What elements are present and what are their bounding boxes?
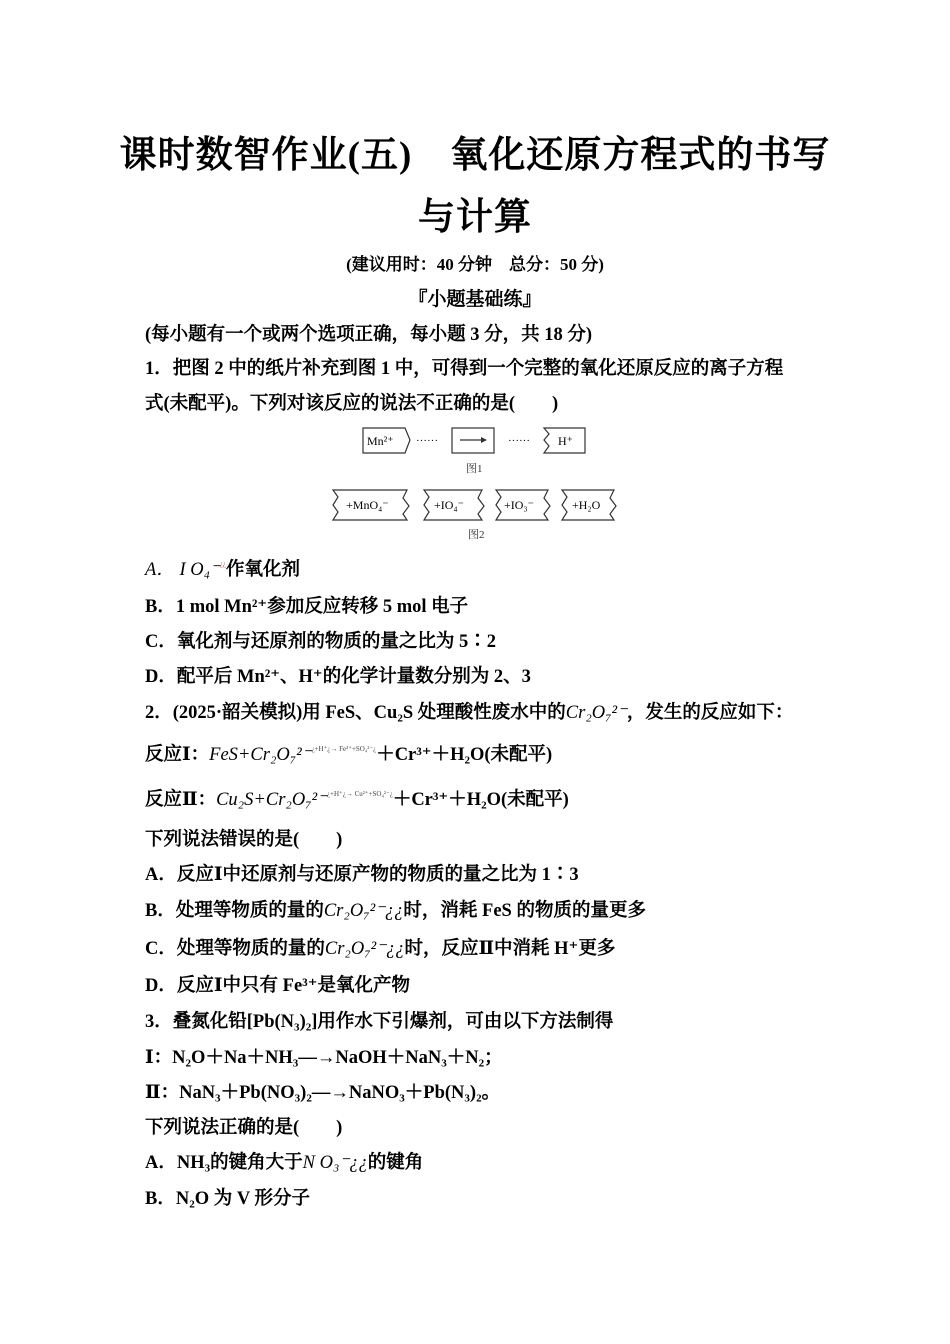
q2-stem (145, 698, 793, 724)
q2-stem-formula: Cr₂O₇²⁻ (565, 703, 627, 723)
q2-r1-label: 反应Ⅰ： (145, 745, 210, 765)
q1-stem-line1: 1．把图 2 中的纸片补充到图 1 中，可得到一个完整的氧化还原反应的离子方程 (145, 359, 784, 379)
q2-r2-formula: Cu₂S+Cr₂O₇²⁻ (216, 790, 327, 810)
q1-figure (330, 420, 620, 545)
q2-b-formula: Cr₂O₇²⁻¿¿ (323, 901, 404, 921)
q2-c-formula: Cr₂O₇²⁻¿¿ (324, 939, 405, 959)
q1-option-b: B．1 mol Mn²⁺参加反应转移 5 mol 电子 (145, 597, 469, 617)
q2-reaction-1 (145, 740, 552, 766)
time-score-note: (建议用时：40 分钟 总分：50 分) (346, 255, 604, 274)
section-heading: 『小题基础练』 (408, 289, 542, 310)
q2-r2-tiny: ¿+H⁺¿→ Cu²⁺+SO₄²⁻¿ (326, 790, 393, 798)
fig1-dots-left: ······ (416, 435, 438, 447)
q2-r1-formula: FeS+Cr₂O₇²⁻ (209, 745, 312, 765)
q2-r1-rest: ＋Cr³⁺＋H₂O(未配平) (376, 745, 553, 765)
q1-a-formula: I O₄⁻ (179, 560, 220, 580)
fig2-card-h2o (562, 490, 616, 520)
q2-stem-a: 2．(2025·韶关模拟)用 FeS、Cu₂S 处理酸性废水中的 (145, 703, 566, 723)
q1-option-c: C．氧化剂与还原剂的物质的量之比为 5∶2 (145, 632, 496, 652)
q2-option-a: A．反应Ⅰ中还原剂与还原产物的物质的量之比为 1∶3 (145, 865, 579, 885)
q2-c-pre: C．处理等物质的量的 (145, 939, 325, 959)
fig1-caption: 图1 (466, 463, 483, 475)
fig2-card-io4 (424, 490, 484, 520)
q3-reaction-1: Ⅰ：N₂O＋Na＋NH₃—→NaOH＋NaN₃＋N₂； (145, 1048, 503, 1068)
fig2-card-1-text: +MnO₄⁻ (346, 498, 389, 512)
fig1-card-middle (452, 428, 494, 453)
q1-a-glitch: ¿¿ (219, 560, 226, 568)
q2-r2-rest: ＋Cr³⁺＋H₂O(未配平) (392, 790, 569, 810)
q2-r1-tiny: ¿+H⁺¿→ Fe³⁺+SO₄²⁻¿ (311, 745, 377, 753)
q1-option-a (145, 555, 300, 581)
fig2-card-io3 (496, 490, 550, 520)
fig2-card-3-text: +IO₃⁻ (504, 498, 534, 512)
page-title: 课时数智作业(五) 氧化还原方程式的书写 (119, 135, 831, 176)
q1-a-text: 作氧化剂 (226, 560, 301, 580)
q3-option-b: B．N₂O 为 V 形分子 (145, 1189, 311, 1209)
instruction: (每小题有一个或两个选项正确，每小题 3 分，共 18 分) (145, 325, 593, 345)
q3-a-post: 的键角 (367, 1153, 424, 1173)
q2-option-b (145, 896, 646, 922)
page-title-line2: 与计算 (418, 197, 532, 238)
fig1-dots-right: ······ (508, 435, 530, 447)
fig1-card-left (363, 428, 410, 453)
q1-stem-line2: 式(未配平)。下列对该反应的说法不正确的是( ) (145, 394, 559, 414)
q3-ask: 下列说法正确的是( ) (145, 1118, 343, 1138)
q3-a-pre: A．NH₃的键角大于 (145, 1153, 303, 1173)
q3-option-a (145, 1148, 423, 1174)
fig2-card-2-text: +IO₄⁻ (434, 498, 464, 512)
fig2-card-mno4 (333, 490, 409, 520)
fig2-card-4-text: +H₂O (572, 498, 601, 512)
q1-option-d: D．配平后 Mn²⁺、H⁺的化学计量数分别为 2、3 (145, 667, 531, 687)
q3-reaction-2: Ⅱ：NaN₃＋Pb(NO₃)₂—→NaNO₃＋Pb(N₃)₂。 (145, 1083, 501, 1103)
q2-option-d: D．反应Ⅰ中只有 Fe³⁺是氧化产物 (145, 976, 410, 996)
fig1-right-text: H⁺ (558, 434, 573, 448)
fig1-left-text: Mn²⁺ (367, 434, 394, 448)
q1-a-label: A． (145, 560, 175, 580)
q3-a-formula: N O₃⁻¿¿ (302, 1153, 368, 1173)
q2-r2-label: 反应Ⅱ： (145, 790, 217, 810)
q2-b-pre: B．处理等物质的量的 (145, 901, 324, 921)
q2-b-post: 时，消耗 FeS 的物质的量更多 (403, 901, 646, 921)
q2-option-c (145, 934, 615, 960)
fig2-caption: 图2 (468, 529, 485, 541)
q2-stem-b: ，发生的反应如下： (626, 703, 794, 723)
q2-reaction-2 (145, 785, 569, 811)
q2-c-post: 时，反应Ⅱ中消耗 H⁺更多 (404, 939, 616, 959)
fig1-card-right (544, 428, 585, 453)
q2-ask: 下列说法错误的是( ) (145, 830, 343, 850)
q3-stem: 3．叠氮化铅[Pb(N₃)₂]用作水下引爆剂，可由以下方法制得 (145, 1012, 614, 1032)
